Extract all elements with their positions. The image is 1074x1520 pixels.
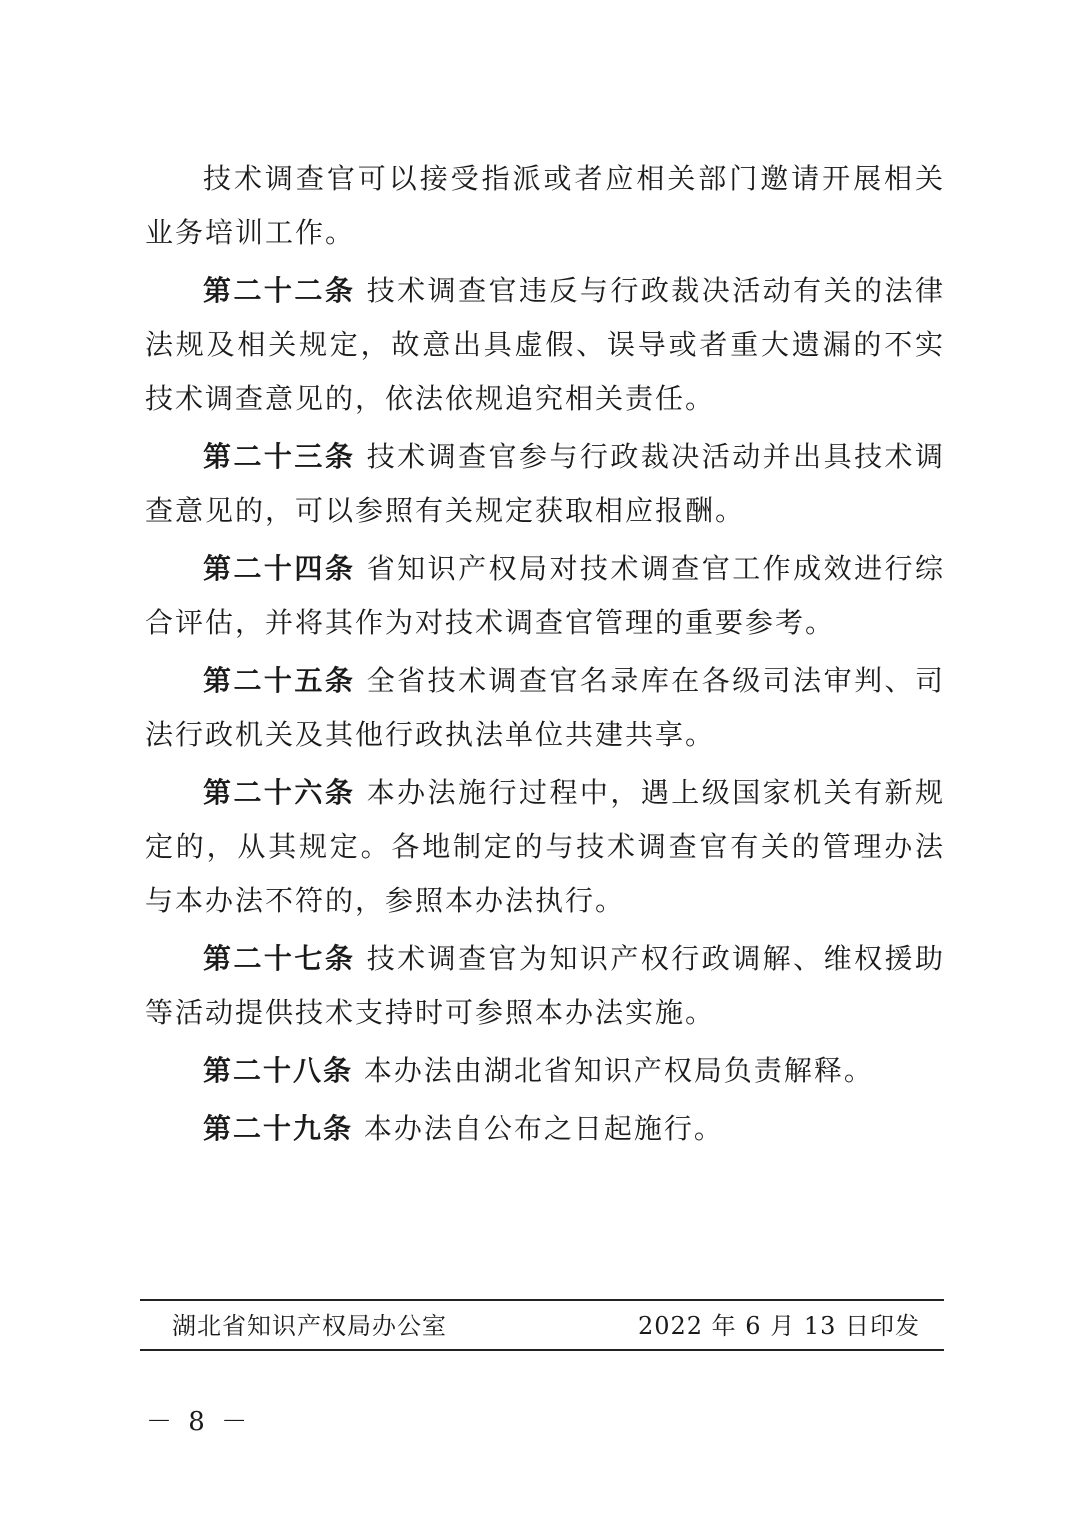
article-27-text: 技术调查官为知识产权行政调解、维权援助等活动提供技术支持时可参照本办法实施。 <box>145 942 945 1029</box>
article-24 <box>145 542 945 650</box>
footer-top-rule <box>140 1299 944 1301</box>
article-26 <box>145 766 945 928</box>
document-body <box>145 152 945 1156</box>
article-29-text: 本办法自公布之日起施行。 <box>363 1112 724 1145</box>
article-25-text: 全省技术调查官名录库在各级司法审判、司法行政机关及其他行政执法单位共建共享。 <box>145 664 945 751</box>
page-number: － 8 － <box>146 1407 252 1437</box>
footer-bottom-rule <box>140 1349 944 1351</box>
article-23-text: 技术调查官参与行政裁决活动并出具技术调查意见的，可以参照有关规定获取相应报酬。 <box>145 440 945 527</box>
article-26-text: 本办法施行过程中，遇上级国家机关有新规定的，从其规定。各地制定的与技术调查官有关的管理办法与本办法不符的，参照本办法执行。 <box>145 776 945 917</box>
article-22-heading: 第二十二条 <box>203 274 356 307</box>
footer-print-date: 2022 年 6 月 13 日印发 <box>637 1312 920 1340</box>
article-26-heading: 第二十六条 <box>203 776 356 809</box>
article-28 <box>145 1044 945 1098</box>
article-29 <box>145 1102 945 1156</box>
article-29-heading: 第二十九条 <box>203 1112 354 1145</box>
article-23-heading: 第二十三条 <box>203 440 356 473</box>
article-22-text: 技术调查官违反与行政裁决活动有关的法律法规及相关规定，故意出具虚假、误导或者重大遗漏的不实技术调查意见的，依法依规追究相关责任。 <box>145 274 945 415</box>
article-28-heading: 第二十八条 <box>203 1054 354 1087</box>
article-24-text: 省知识产权局对技术调查官工作成效进行综合评估，并将其作为对技术调查官管理的重要参考。 <box>145 552 945 639</box>
article-28-text: 本办法由湖北省知识产权局负责解释。 <box>363 1054 874 1087</box>
footer-issuer: 湖北省知识产权局办公室 <box>172 1312 447 1340</box>
paragraph-1-text: 技术调查官可以接受指派或者应相关部门邀请开展相关业务培训工作。 <box>145 162 945 249</box>
article-22 <box>145 264 945 426</box>
paragraph-1 <box>145 152 945 260</box>
article-24-heading: 第二十四条 <box>203 552 356 585</box>
article-25 <box>145 654 945 762</box>
article-23 <box>145 430 945 538</box>
article-27 <box>145 932 945 1040</box>
article-25-heading: 第二十五条 <box>203 664 356 697</box>
article-27-heading: 第二十七条 <box>203 942 356 975</box>
